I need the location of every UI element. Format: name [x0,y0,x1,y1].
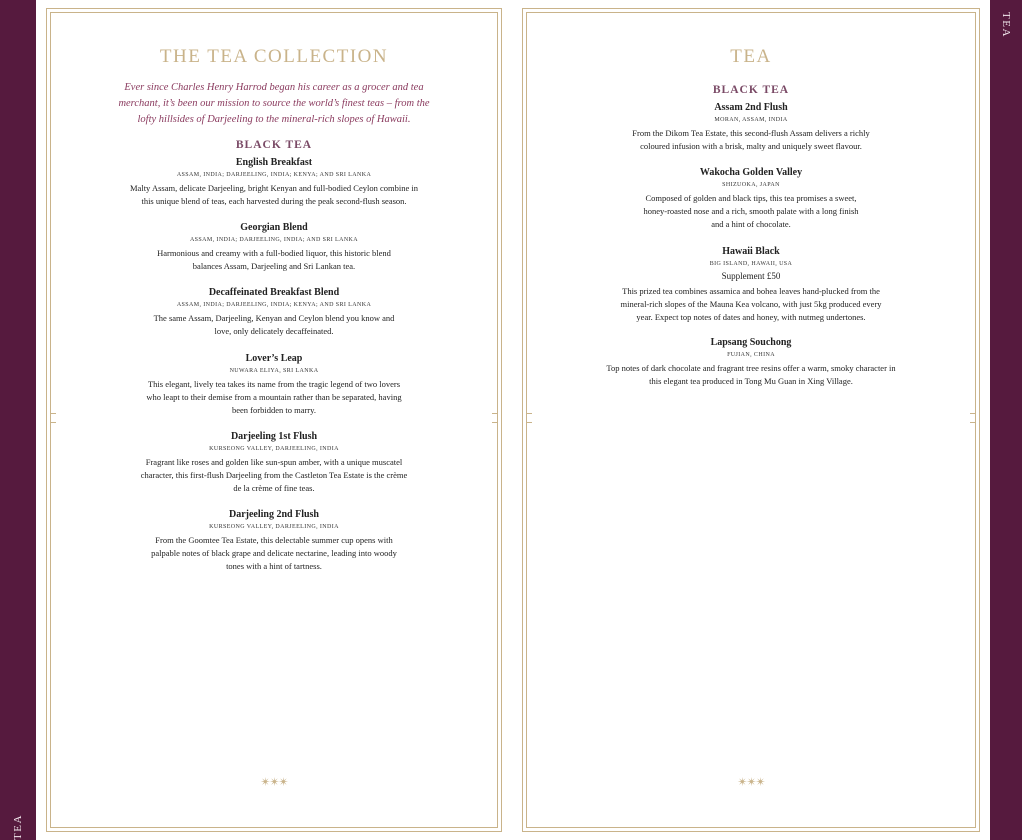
left-page-header [46,46,502,128]
menu-item-hawaii-black [522,246,980,324]
item-name: Lapsang Souchong [710,337,792,348]
item-origin: BIG ISLAND, HAWAII, USA [709,261,793,267]
item-supplement: Supplement £50 [721,271,781,281]
left-page [46,8,502,832]
item-name: Darjeeling 1st Flush [230,431,318,442]
ornament-icon: ✴✴✴ [260,775,288,789]
intro-text: Ever since Charles Henry Harrod began his career as a grocer and tea merchant, it’s been our mission to source the world’s finest teas – from the lofty hillsides of Darjeeling to the mineral-rich slopes of Hawaii. [118,82,430,125]
item-origin: KURSEONG VALLEY, DARJEELING, INDIA [209,524,339,530]
item-name: Decaffeinated Breakfast Blend [208,287,340,298]
item-description: This elegant, lively tea takes its name from the tragic legend of two lovers who leapt to their demise from a mountain rather than be separated, having been forbidden to marry. [146,379,402,415]
item-origin: MORAN, ASSAM, INDIA [714,117,788,123]
item-name: Hawaii Black [722,246,780,257]
section-header [522,84,980,96]
item-description: Malty Assam, delicate Darjeeling, bright Kenyan and full-bodied Ceylon combine in this unique blend of teas, each harvested during the peak second-flush season. [130,183,418,206]
menu-item-lovers-leap [46,353,502,417]
item-name: English Breakfast [235,157,313,168]
page-frame-inner [50,12,498,828]
item-description: The same Assam, Darjeeling, Kenyan and Ceylon blend you know and love, only delicately decaffeinated. [153,313,395,336]
side-tab-right [990,0,1022,840]
section-title: BLACK TEA [712,84,790,96]
menu-item-wakocha-golden-valley [522,167,980,231]
item-description: From the Goomtee Tea Estate, this delectable summer cup opens with palpable notes of black grape and delicate nectarine, leading into woody tones with a hint of tartness. [151,535,397,571]
item-description: Top notes of dark chocolate and fragrant tree resins offer a warm, smoky character in this elegant tea produced in Tong Mu Guan in Xing Village. [606,363,896,386]
right-page-header [522,46,980,68]
frame-tick [970,413,976,423]
item-description: Composed of golden and black tips, this tea promises a sweet, honey-roasted nose and a rich, smooth palate with a long finish and a hint of chocolate. [643,193,859,229]
item-name: Georgian Blend [240,222,308,233]
item-name: Assam 2nd Flush [714,102,788,113]
frame-tick [526,413,532,423]
item-description: From the Dikom Tea Estate, this second-flush Assam delivers a richly coloured infusion with a brisk, malty and uniquely sweet flavour. [632,128,870,151]
item-description: Harmonious and creamy with a full-bodied liquor, this historic blend balances Assam, Darjeeling and Sri Lankan tea. [157,248,391,271]
item-name: Wakocha Golden Valley [699,167,803,178]
item-name: Darjeeling 2nd Flush [228,509,319,520]
side-tab-right-label: TEA [1000,12,1012,38]
menu-item-english-breakfast [46,157,502,208]
item-origin: SHIZUOKA, JAPAN [722,182,780,188]
ornament-icon: ✴✴✴ [737,775,765,789]
section-header [46,139,502,151]
item-description: This prized tea combines assamica and bohea leaves hand-plucked from the mineral-rich slopes of the Mauna Kea volcano, with just 5kg produced every year. Expect top notes of dates and honey, with nutmeg undertones. [620,286,882,322]
item-origin: NUWARA ELIYA, SRI LANKA [229,368,319,374]
page-title: TEA [730,46,772,67]
menu-item-georgian-blend [46,222,502,273]
side-tab-left-label: TEA [12,814,24,840]
section-title: BLACK TEA [235,139,313,151]
menu-item-assam-2nd-flush [522,102,980,153]
menu-item-decaffeinated-breakfast [46,287,502,338]
item-origin: ASSAM, INDIA; DARJEELING, INDIA; KENYA; AND SRI LANKA [176,302,372,308]
item-origin: KURSEONG VALLEY, DARJEELING, INDIA [209,446,339,452]
right-page [522,8,980,832]
item-description: Fragrant like roses and golden like sun-spun amber, with a unique muscatel character, this first-flush Darjeeling from the Castleton Tea Estate is the crème de la crème of fine teas. [140,457,408,493]
page-title: THE TEA COLLECTION [159,46,389,67]
menu-item-darjeeling-2nd-flush [46,509,502,573]
item-origin: ASSAM, INDIA; DARJEELING, INDIA; AND SRI LANKA [189,237,359,243]
item-origin: ASSAM, INDIA; DARJEELING, INDIA; KENYA; AND SRI LANKA [176,172,372,178]
menu-item-darjeeling-1st-flush [46,431,502,495]
item-name: Lover’s Leap [245,353,303,364]
side-tab-left [0,0,36,840]
menu-item-lapsang-souchong [522,337,980,388]
item-origin: FUJIAN, CHINA [727,352,775,358]
